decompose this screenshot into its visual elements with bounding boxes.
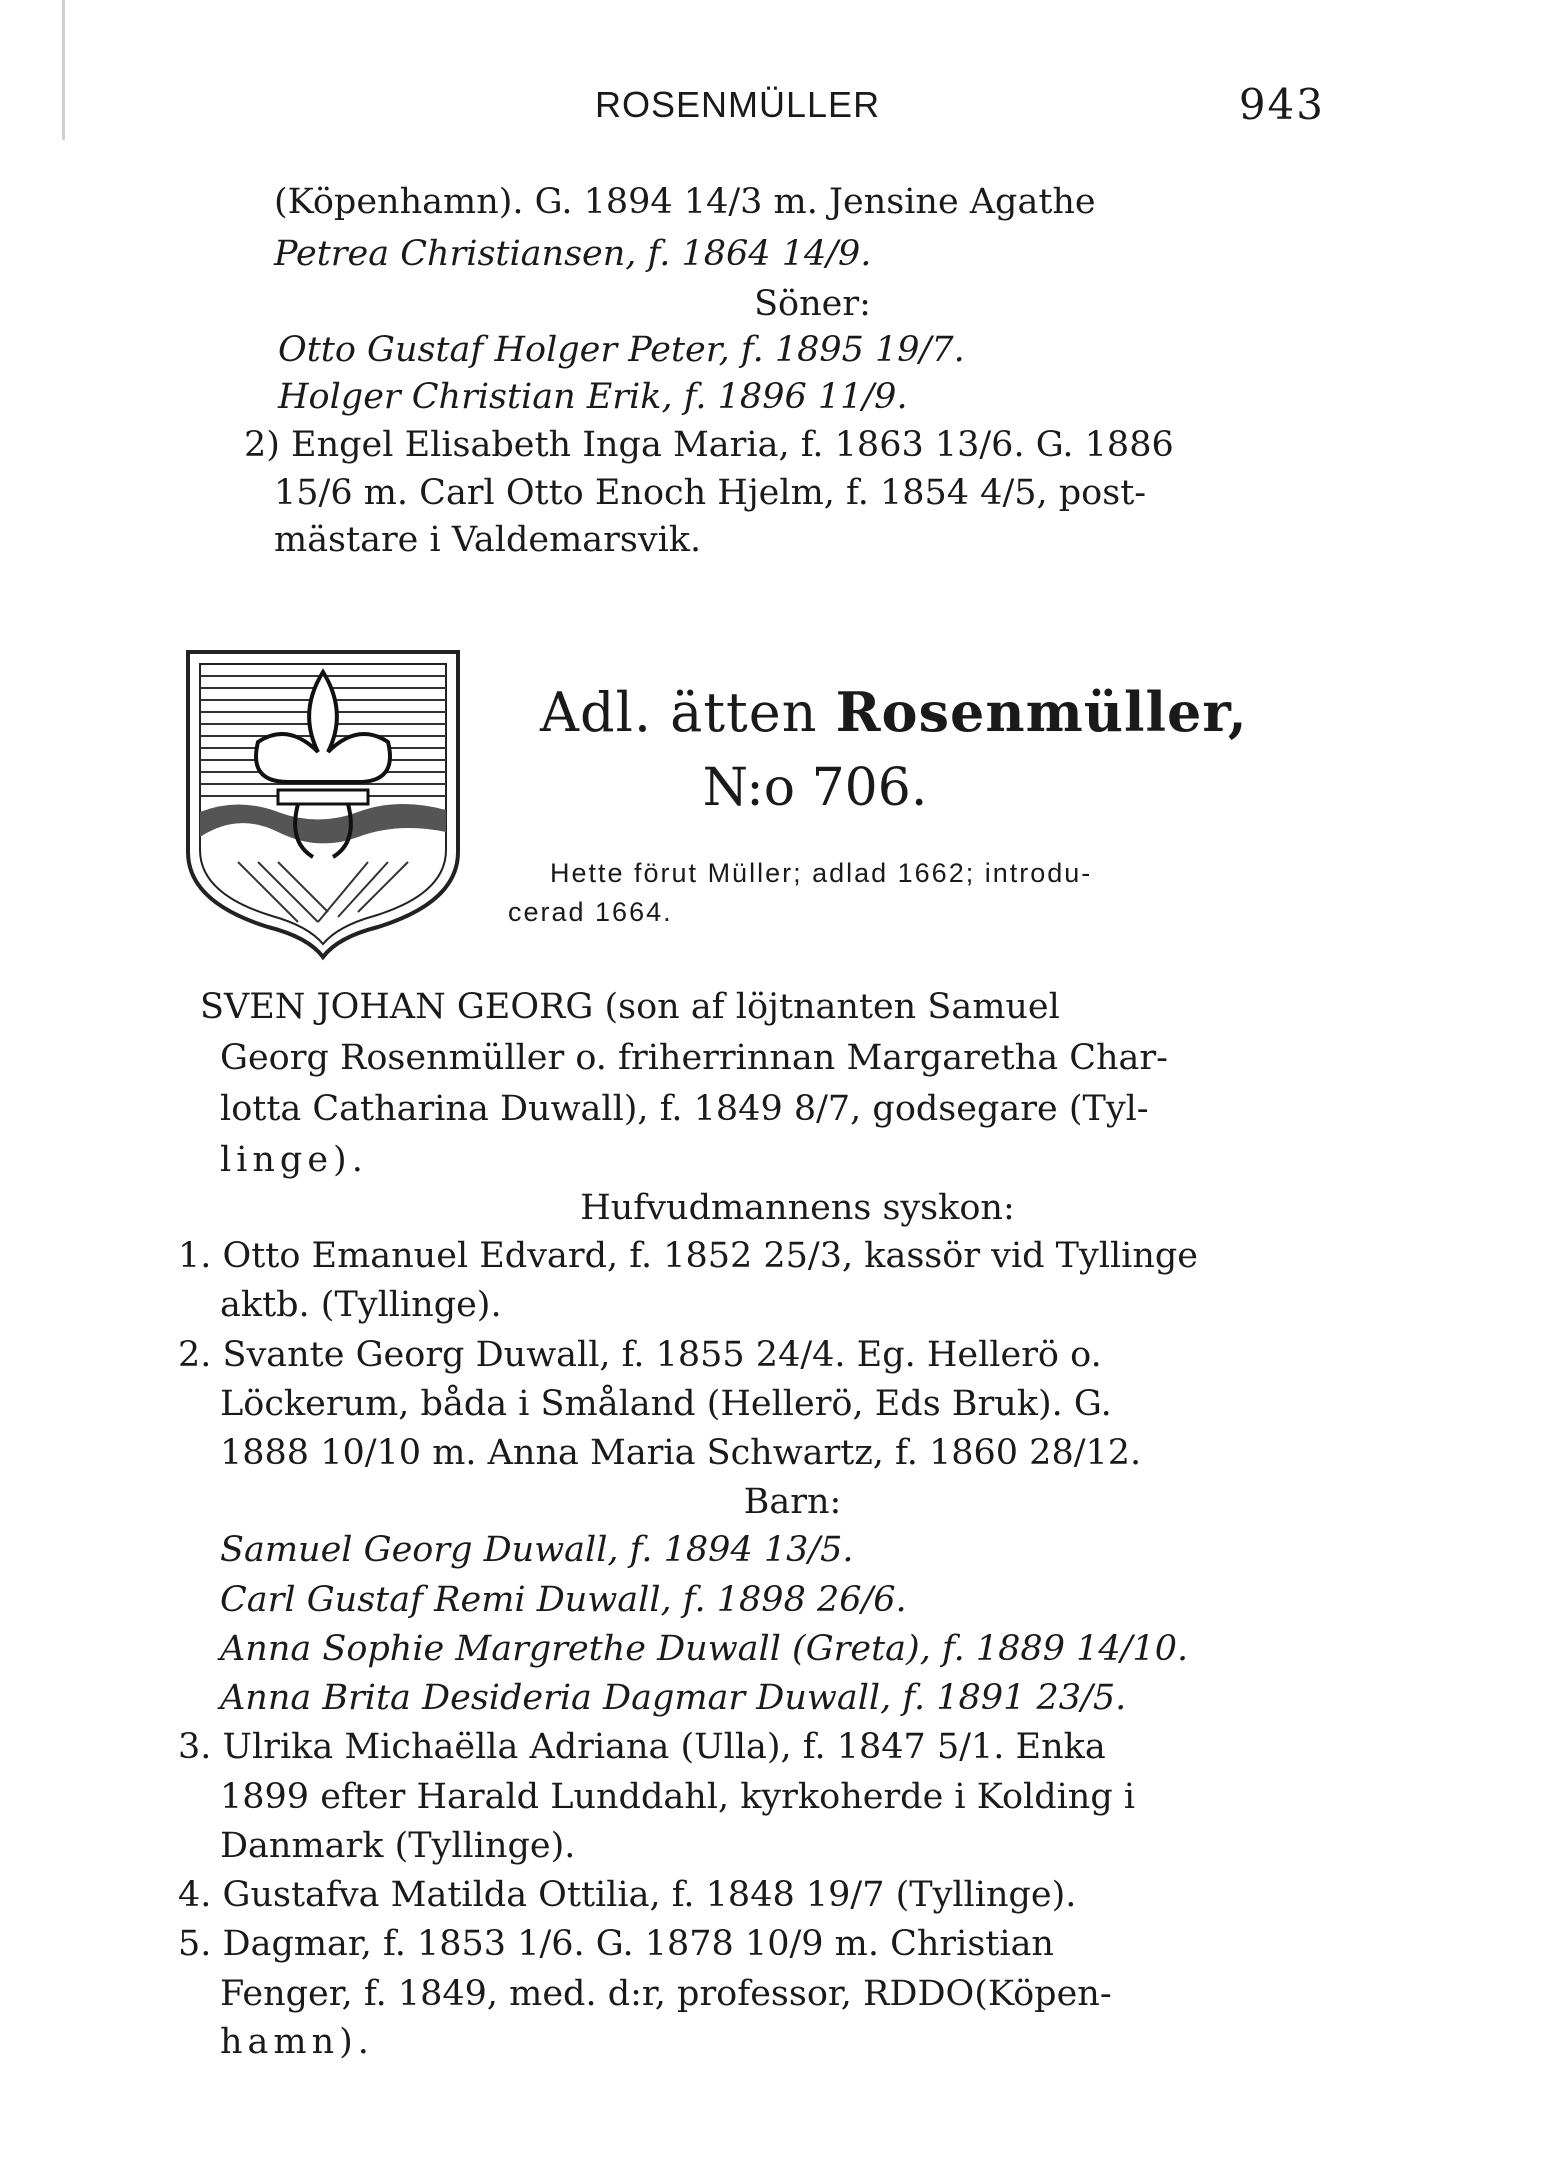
text-line: (Köpenhamn). G. 1894 14/3 m. Jensine Agathe [274, 182, 1096, 222]
family-title-prefix: Adl. ätten [540, 681, 836, 744]
text-line: 2) Engel Elisabeth Inga Maria, f. 1863 13/6. G. 1886 [244, 425, 1174, 465]
sibling-entry: 2. Svante Georg Duwall, f. 1855 24/4. Eg. Hellerö o. [178, 1335, 1102, 1375]
head-entry: SVEN JOHAN GEORG (son af löjtnanten Samuel [200, 987, 1060, 1027]
sibling-entry: 5. Dagmar, f. 1853 1/6. G. 1878 10/9 m. Christian [178, 1924, 1054, 1964]
sibling-entry: aktb. (Tyllinge). [220, 1285, 502, 1325]
running-head-title: ROSENMÜLLER [595, 84, 881, 125]
child-entry: Anna Sophie Margrethe Duwall (Greta), f. 1889 14/10. [220, 1629, 1189, 1669]
sibling-entry: Fenger, f. 1849, med. d:r, professor, RDDO(Köpen- [220, 1974, 1112, 2014]
child-entry: Anna Brita Desideria Dagmar Duwall, f. 1891 23/5. [220, 1678, 1127, 1718]
son-entry: Holger Christian Erik, f. 1896 11/9. [278, 377, 908, 417]
sons-heading: Söner: [754, 284, 871, 324]
family-note: Hette förut Müller; adlad 1662; introdu- [550, 858, 1093, 888]
family-number: N:o 706. [702, 758, 928, 818]
children-heading: Barn: [743, 1482, 842, 1522]
sibling-entry: 4. Gustafva Matilda Ottilia, f. 1848 19/7 (Tyllinge). [178, 1875, 1077, 1915]
text-line: Georg Rosenmüller o. friherrinnan Margaretha Char- [220, 1038, 1168, 1078]
sibling-entry: Danmark (Tyllinge). [220, 1826, 576, 1866]
sibling-entry: 3. Ulrika Michaëlla Adriana (Ulla), f. 1847 5/1. Enka [178, 1727, 1106, 1767]
sibling-entry: 1. Otto Emanuel Edvard, f. 1852 25/3, kassör vid Tyllinge [178, 1236, 1199, 1276]
son-entry: Otto Gustaf Holger Peter, f. 1895 19/7. [278, 330, 965, 370]
sibling-entry: 1899 efter Harald Lunddahl, kyrkoherde i Kolding i [220, 1777, 1136, 1817]
family-title-name: Rosenmüller, [835, 680, 1248, 744]
sibling-entry: hamn). [220, 2022, 374, 2062]
sibling-entry: Löckerum, båda i Småland (Hellerö, Eds Bruk). G. [220, 1384, 1112, 1424]
text-line: lotta Catharina Duwall), f. 1849 8/7, godsegare (Tyl- [220, 1089, 1149, 1129]
text-line: mästare i Valdemarsvik. [274, 520, 702, 560]
child-entry: Samuel Georg Duwall, f. 1894 13/5. [220, 1530, 854, 1570]
page-number: 943 [1238, 80, 1325, 129]
text-line: linge). [220, 1140, 368, 1180]
sibling-entry: 1888 10/10 m. Anna Maria Schwartz, f. 1860 28/12. [220, 1433, 1142, 1473]
family-note: cerad 1664. [508, 897, 673, 927]
text-line: Petrea Christiansen, f. 1864 14/9. [274, 234, 872, 274]
family-title [540, 680, 1248, 744]
text-line: 15/6 m. Carl Otto Enoch Hjelm, f. 1854 4/5, post- [274, 473, 1147, 513]
child-entry: Carl Gustaf Remi Duwall, f. 1898 26/6. [220, 1580, 907, 1620]
running-head [0, 80, 1555, 134]
siblings-heading: Hufvudmannens syskon: [580, 1188, 1015, 1228]
